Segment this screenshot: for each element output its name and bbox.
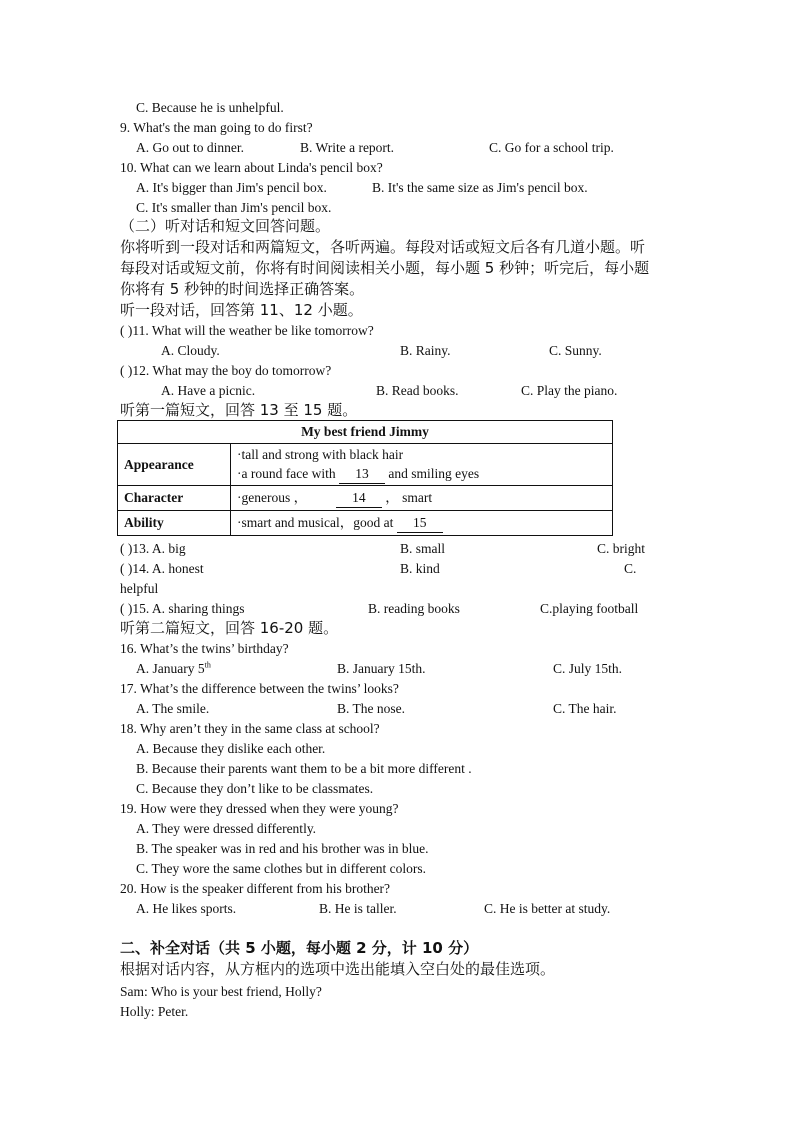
q10-stem: 10. What can we learn about Linda's pencil box? xyxy=(120,160,383,175)
character-label: Character xyxy=(118,486,231,511)
q16-stem: 16. What’s the twins’ birthday? xyxy=(120,641,289,656)
q9-option-b: B. Write a report. xyxy=(300,140,395,155)
ability-cell xyxy=(231,511,613,536)
q12-option-c: C. Play the piano. xyxy=(521,383,618,398)
q15-stem: ( )15. A. sharing things xyxy=(120,601,245,616)
q19-option-c: C. They wore the same clothes but in different colors. xyxy=(136,861,427,876)
q14-stem: ( )14. A. honest xyxy=(120,561,204,576)
q13-option-c: C. bright xyxy=(597,541,646,556)
ability-pre: ·smart and musical，good at xyxy=(237,515,394,530)
part2-heading: 二、补全对话（共 5 小题，每小题 2 分，计 10 分） xyxy=(120,939,479,957)
q11-option-a: A. Cloudy. xyxy=(161,343,220,358)
q12-option-b: B. Read books. xyxy=(376,383,459,398)
passage1-intro: 听第一篇短文，回答 13 至 15 题。 xyxy=(120,401,358,419)
q11-option-b: B. Rainy. xyxy=(400,343,451,358)
q13-option-b: B. small xyxy=(400,541,446,556)
q19-option-a: A. They were dressed differently. xyxy=(136,821,317,836)
section2-instruction-3: 你将有 5 秒钟的时间选择正确答案。 xyxy=(120,280,365,298)
q16-option-a-text: A. January 5 xyxy=(136,661,205,676)
q16-option-c: C. July 15th. xyxy=(553,661,623,676)
q16-option-b: B. January 15th. xyxy=(337,661,426,676)
character-cell xyxy=(231,486,613,511)
q16-option-a xyxy=(136,660,211,678)
q19-option-b: B. The speaker was in red and his brother was in blue. xyxy=(136,841,429,856)
q10-option-a: A. It's bigger than Jim's pencil box. xyxy=(136,180,327,195)
q11-option-c: C. Sunny. xyxy=(549,343,602,358)
q12-option-a: A. Have a picnic. xyxy=(161,383,256,398)
q20-option-b: B. He is taller. xyxy=(319,901,397,916)
q11-stem: ( )11. What will the weather be like tomorrow? xyxy=(120,323,374,338)
q15-option-c: C.playing football xyxy=(540,601,639,616)
character-post: ， smart xyxy=(385,490,433,505)
q20-option-c: C. He is better at study. xyxy=(484,901,611,916)
passage2-intro: 听第二篇短文，回答 16-20 题。 xyxy=(120,619,339,637)
q16-option-a-sup: th xyxy=(204,660,211,670)
blank-14: 14 xyxy=(336,488,382,508)
q13-stem: ( )13. A. big xyxy=(120,541,186,556)
q17-option-c: C. The hair. xyxy=(553,701,617,716)
q17-option-a: A. The smile. xyxy=(136,701,210,716)
section2-instruction-1: 你将听到一段对话和两篇短文，各听两遍。每段对话或短文后各有几道小题。听 xyxy=(120,238,646,256)
q18-option-b: B. Because their parents want them to be a bit more different . xyxy=(136,761,472,776)
dialog-line-1: Sam: Who is your best friend, Holly? xyxy=(120,984,322,999)
q14-option-c: C. xyxy=(624,561,637,576)
q18-stem: 18. Why aren’t they in the same class at school? xyxy=(120,721,380,736)
dialog-line-2: Holly: Peter. xyxy=(120,1004,189,1019)
character-pre: ·generous ， xyxy=(237,490,308,505)
appearance-line-2 xyxy=(237,464,606,484)
q17-option-b: B. The nose. xyxy=(337,701,405,716)
q8-option-c: C. Because he is unhelpful. xyxy=(136,100,284,115)
dialog-intro: 听一段对话，回答第 11、12 小题。 xyxy=(120,301,363,319)
q18-option-c: C. Because they don’t like to be classmates. xyxy=(136,781,374,796)
part2-instruction: 根据对话内容，从方框内的选项中选出能填入空白处的最佳选项。 xyxy=(120,960,556,978)
appearance-line-2-post: and smiling eyes xyxy=(388,466,480,481)
q20-stem: 20. How is the speaker different from his brother? xyxy=(120,881,391,896)
q18-option-a: A. Because they dislike each other. xyxy=(136,741,326,756)
blank-15: 15 xyxy=(397,513,443,533)
appearance-line-1: ·tall and strong with black hair xyxy=(237,447,404,462)
q9-stem: 9. What's the man going to do first? xyxy=(120,120,313,135)
q15-option-b: B. reading books xyxy=(368,601,460,616)
blank-13: 13 xyxy=(339,464,385,484)
appearance-cell xyxy=(231,444,613,486)
best-friend-table xyxy=(117,420,613,536)
q9-option-a: A. Go out to dinner. xyxy=(136,140,244,155)
q14-option-b: B. kind xyxy=(400,561,440,576)
appearance-line-2-pre: ·a round face with xyxy=(237,466,336,481)
section2-heading: （二）听对话和短文回答问题。 xyxy=(120,217,331,235)
q9-option-c: C. Go for a school trip. xyxy=(489,140,614,155)
appearance-label: Appearance xyxy=(118,444,231,486)
q17-stem: 17. What’s the difference between the twins’ looks? xyxy=(120,681,399,696)
q10-option-b: B. It's the same size as Jim's pencil box. xyxy=(372,180,588,195)
q12-stem: ( )12. What may the boy do tomorrow? xyxy=(120,363,332,378)
section2-instruction-2: 每段对话或短文前，你将有时间阅读相关小题，每小题 5 秒钟；听完后，每小题 xyxy=(120,259,650,277)
q19-stem: 19. How were they dressed when they were young? xyxy=(120,801,399,816)
q10-option-c: C. It's smaller than Jim's pencil box. xyxy=(136,200,332,215)
ability-label: Ability xyxy=(118,511,231,536)
q20-option-a: A. He likes sports. xyxy=(136,901,237,916)
table-title: My best friend Jimmy xyxy=(118,421,613,444)
q14-option-c-wrap: helpful xyxy=(120,581,159,596)
